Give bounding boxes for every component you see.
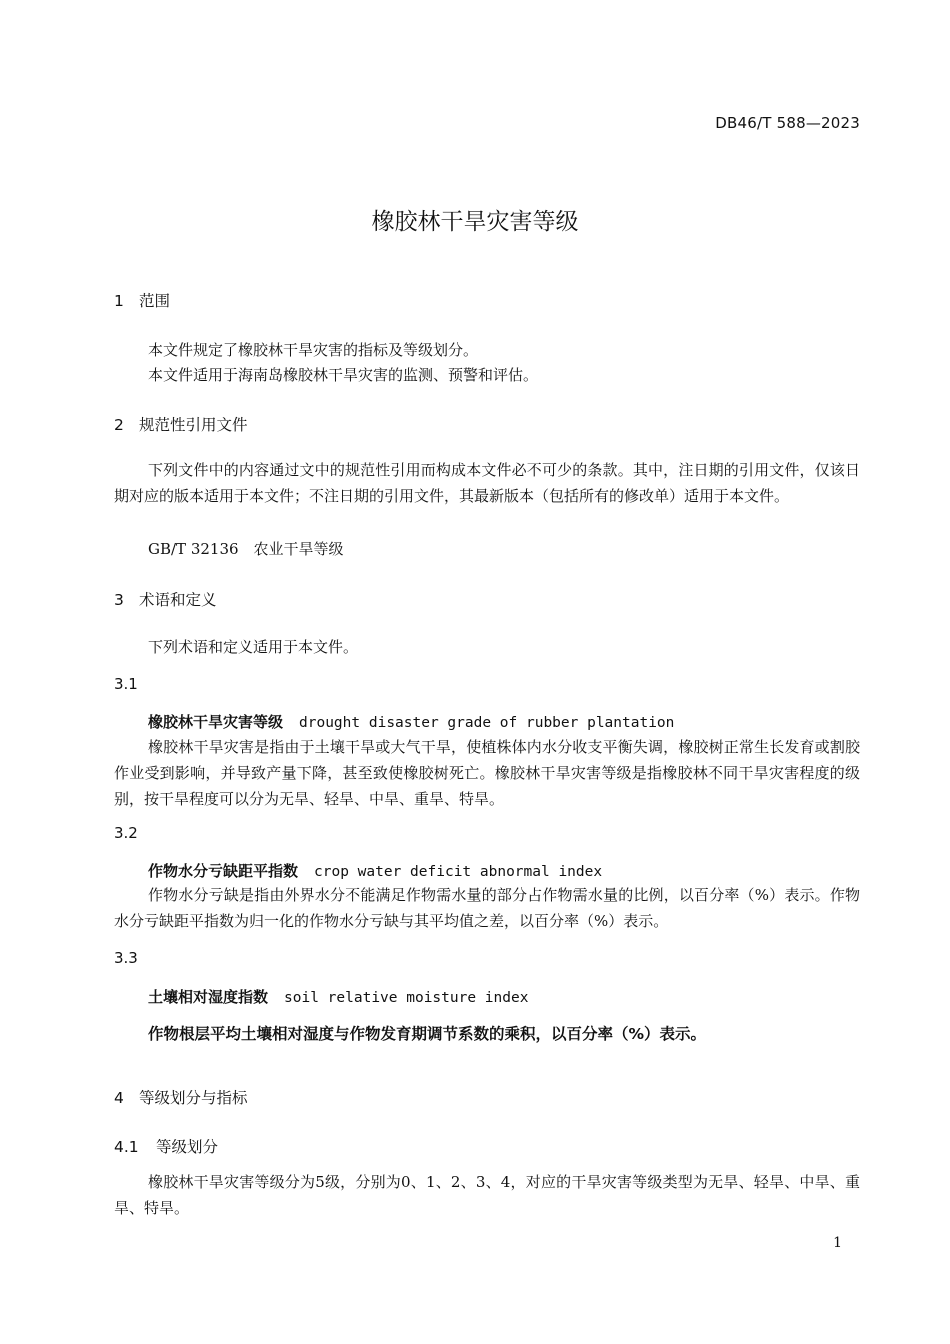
term-3-3-number: 3.3 [114, 949, 138, 967]
section-number: 4 [114, 1089, 124, 1107]
term-name-cn: 橡胶林干旱灾害等级 [148, 713, 284, 731]
term-3-3-heading [148, 986, 528, 1007]
page-number: 1 [833, 1235, 842, 1251]
subsection-title: 等级划分 [156, 1138, 219, 1156]
section-number: 1 [114, 292, 124, 310]
grading-paragraph: 橡胶林干旱灾害等级分为5级，分别为0、1、2、3、4，对应的干旱灾害等级类型为无旱、轻旱、中旱、重旱、特旱。 [114, 1173, 860, 1217]
section-title: 范围 [139, 292, 171, 310]
term-name-cn: 土壤相对湿度指数 [148, 988, 269, 1006]
term-3-1-heading [148, 711, 674, 732]
section-2-heading [114, 413, 248, 435]
term-name-cn: 作物水分亏缺距平指数 [148, 862, 299, 880]
scope-line-2: 本文件适用于海南岛橡胶林干旱灾害的监测、预警和评估。 [148, 366, 539, 384]
section-number: 2 [114, 416, 124, 434]
term-name-en: drought disaster grade of rubber plantation [299, 715, 675, 731]
term-3-3-definition: 作物根层平均土壤相对湿度与作物发育期调节系数的乘积，以百分率（%）表示。 [148, 1025, 707, 1043]
section-1-heading [114, 289, 170, 311]
section-4-heading [114, 1086, 248, 1108]
reference-item: GB/T 32136 农业干旱等级 [148, 540, 344, 558]
terms-intro: 下列术语和定义适用于本文件。 [148, 638, 359, 656]
document-title: 橡胶林干旱灾害等级 [371, 209, 579, 235]
section-title: 等级划分与指标 [139, 1089, 248, 1107]
term-name-en: soil relative moisture index [284, 990, 529, 1006]
term-3-1-number: 3.1 [114, 675, 138, 693]
term-3-2-heading [148, 860, 602, 881]
scope-line-1: 本文件规定了橡胶林干旱灾害的指标及等级划分。 [148, 341, 479, 359]
subsection-number: 4.1 [114, 1138, 139, 1156]
section-title: 规范性引用文件 [139, 416, 248, 434]
term-3-2-definition: 作物水分亏缺是指由外界水分不能满足作物需水量的部分占作物需水量的比例，以百分率（%）表示。作物水分亏缺距平指数为归一化的作物水分亏缺与其平均值之差，以百分率（%）表示。 [114, 886, 860, 930]
section-3-heading [114, 588, 217, 610]
term-name-en: crop water deficit abnormal index [314, 864, 603, 880]
subsection-4-1-heading [114, 1135, 218, 1157]
term-3-2-number: 3.2 [114, 824, 138, 842]
section-title: 术语和定义 [139, 591, 217, 609]
standard-code: DB46/T 588—2023 [715, 114, 860, 132]
term-3-1-definition: 橡胶林干旱灾害是指由于土壤干旱或大气干旱，使植株体内水分收支平衡失调，橡胶树正常生长发育或割胶作业受到影响，并导致产量下降，甚至致使橡胶树死亡。橡胶林干旱灾害等级是指橡胶林不同干旱灾害程度的级别，按干旱程度可以分为无旱、轻旱、中旱、重旱、特旱。 [114, 738, 860, 808]
section-number: 3 [114, 591, 124, 609]
normative-references-paragraph: 下列文件中的内容通过文中的规范性引用而构成本文件必不可少的条款。其中，注日期的引用文件，仅该日期对应的版本适用于本文件；不注日期的引用文件，其最新版本（包括所有的修改单）适用于本文件。 [114, 461, 860, 505]
